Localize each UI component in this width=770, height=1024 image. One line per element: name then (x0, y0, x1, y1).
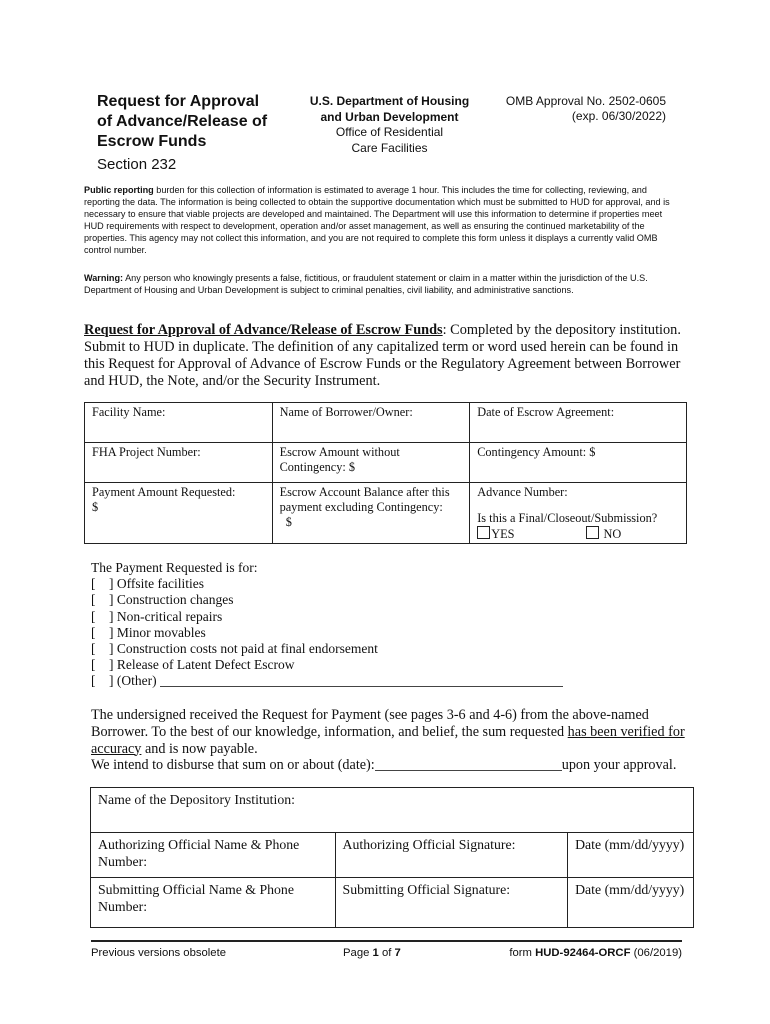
checkbox-bracket: [ ] (91, 624, 114, 640)
intro-heading: Request for Approval of Advance/Release of Escrow Funds (84, 322, 443, 338)
list-item[interactable] (91, 576, 651, 592)
contingency-amount-label: Contingency Amount: $ (477, 445, 596, 459)
depository-name-field[interactable] (91, 788, 694, 833)
list-item[interactable] (91, 641, 651, 657)
public-reporting-label: Public reporting (84, 185, 154, 195)
page-total: 7 (394, 947, 401, 959)
escrow-date-label: Date of Escrow Agreement: (477, 405, 615, 419)
table-row (85, 403, 687, 443)
list-item[interactable] (91, 609, 651, 625)
omb-expiration: (exp. 06/30/2022) (571, 109, 666, 123)
checkbox-bracket: [ ] (91, 673, 114, 689)
borrower-name-label: Name of Borrower/Owner: (279, 405, 413, 419)
office-line-1: Office of Residential (335, 125, 444, 139)
list-item[interactable] (91, 625, 651, 641)
option-label: (Other) (116, 673, 157, 689)
form-title-block (97, 92, 297, 176)
fha-number-field[interactable] (85, 443, 273, 483)
borrower-name-field[interactable] (272, 403, 470, 443)
institution-signature-table (90, 787, 694, 928)
table-row (91, 878, 694, 928)
omb-block (470, 94, 666, 124)
disburse-text-1: We intend to disburse that sum on or about (date): (91, 757, 375, 774)
form-id: HUD-92464-ORCF (535, 947, 631, 959)
checkbox-bracket: [ ] (91, 608, 114, 624)
option-label: Offsite facilities (116, 576, 204, 592)
page-of: of (378, 947, 395, 959)
submitting-name-label: Submitting Official Name & Phone Number: (98, 882, 294, 914)
depository-name-label: Name of the Depository Institution: (98, 792, 295, 807)
payment-amount-label: Payment Amount Requested: (92, 485, 236, 499)
escrow-amount-label-1: Escrow Amount without (279, 445, 400, 459)
option-label: Construction changes (116, 592, 234, 608)
list-item[interactable] (91, 657, 651, 673)
escrow-amount-field[interactable] (272, 443, 470, 483)
option-label: Construction costs not paid at final endorsement (116, 641, 378, 657)
option-label: Minor movables (116, 624, 206, 640)
escrow-balance-field[interactable] (272, 483, 470, 544)
authorizing-signature-label: Authorizing Official Signature: (342, 837, 516, 852)
authorizing-name-field[interactable] (91, 833, 336, 878)
authorizing-date-label: Date (mm/dd/yyyy) (575, 837, 685, 852)
list-item[interactable] (91, 673, 651, 689)
warning-text: Any person who knowingly presents a false, fictitious, or fraudulent statement or claim in a matter within the jurisdiction of the U.S. Department of Housing and Urban Development is subject to criminal penalties, civil liability, and administrative sanctions. (84, 273, 648, 295)
submitting-signature-label: Submitting Official Signature: (342, 882, 511, 897)
form-title-line-1: Request for Approval (97, 93, 260, 110)
agency-name-line-1: U.S. Department of Housing (309, 94, 470, 108)
facility-name-field[interactable] (85, 403, 273, 443)
table-row (85, 483, 687, 544)
table-row (85, 443, 687, 483)
escrow-amount-label-2: Contingency: $ (279, 460, 356, 474)
checkbox-bracket: [ ] (91, 641, 114, 657)
escrow-info-table (84, 402, 687, 544)
agency-name-line-2: and Urban Development (320, 109, 459, 124)
authorizing-signature-field[interactable] (335, 833, 568, 878)
disburse-text-2: upon your approval. (561, 757, 677, 774)
payment-amount-field[interactable] (85, 483, 273, 544)
form-section: Section 232 (97, 156, 177, 173)
final-submission-question: Is this a Final/Closeout/Submission? (477, 511, 658, 525)
intro-text: : Completed by the depository institution. Submit to HUD in duplicate. The definition of any capitalized term or word used herein can be found in this Request for Approval of Advance of Escrow Funds or the Regulatory Agreement between Borrower and HUD, the Note, and/or the Security Instrument. (84, 322, 681, 389)
fha-number-label: FHA Project Number: (92, 445, 201, 459)
submitting-name-field[interactable] (91, 878, 336, 928)
no-checkbox[interactable] (586, 526, 599, 539)
disburse-date-input[interactable] (375, 757, 562, 771)
payment-dollar-sign: $ (92, 500, 99, 514)
certification-text-1: The undersigned received the Request for Payment (see pages 3-6 and 4-6) from the above-named Borrower. To the best of our knowledge, information, and belief, the sum requested (91, 707, 649, 740)
warning-label: Warning: (84, 273, 124, 283)
form-date: (06/2019) (630, 947, 682, 959)
intro-paragraph (84, 322, 690, 390)
form-prefix: form (509, 947, 536, 959)
submitting-signature-field[interactable] (335, 878, 568, 928)
form-title-line-2: of Advance/Release of (97, 113, 268, 130)
omb-approval-number: OMB Approval No. 2502-0605 (505, 94, 666, 108)
option-label: Non-critical repairs (116, 608, 223, 624)
submitting-date-label: Date (mm/dd/yyyy) (575, 882, 685, 897)
table-row (91, 788, 694, 833)
authorizing-date-field[interactable] (568, 833, 694, 878)
footer-divider (91, 940, 682, 942)
option-label: Release of Latent Defect Escrow (116, 657, 295, 673)
public-reporting-notice (84, 184, 684, 256)
checkbox-bracket: [ ] (91, 576, 114, 592)
escrow-date-field[interactable] (470, 403, 687, 443)
footer-obsolete-note: Previous versions obsolete (91, 947, 227, 959)
table-row (91, 833, 694, 878)
form-identifier (509, 947, 682, 959)
list-item[interactable] (91, 592, 651, 608)
contingency-amount-field[interactable] (470, 443, 687, 483)
checkbox-bracket: [ ] (91, 657, 114, 673)
certification-underlined: has been verified for accuracy (91, 723, 685, 757)
no-label: NO (603, 527, 622, 541)
submitting-date-field[interactable] (568, 878, 694, 928)
escrow-balance-label-1: Escrow Account Balance after this (279, 485, 450, 499)
page-number (343, 947, 401, 959)
yes-checkbox[interactable] (477, 526, 490, 539)
certification-text-2: and is now payable. (141, 740, 258, 757)
facility-name-label: Facility Name: (92, 405, 166, 419)
advance-number-label: Advance Number: (477, 485, 568, 499)
form-title-line-3: Escrow Funds (97, 133, 207, 150)
page-prefix: Page (343, 947, 373, 959)
office-line-2: Care Facilities (351, 140, 428, 155)
balance-dollar-sign: $ (285, 515, 292, 529)
advance-number-field[interactable] (470, 483, 687, 544)
payment-purpose-list (91, 560, 651, 690)
certification-paragraph (91, 707, 691, 774)
payment-purpose-heading: The Payment Requested is for: (91, 560, 258, 575)
page-current: 1 (372, 947, 379, 959)
agency-block (292, 94, 487, 156)
checkbox-bracket: [ ] (91, 592, 114, 608)
authorizing-name-label: Authorizing Official Name & Phone Number: (98, 837, 300, 869)
warning-notice (84, 272, 684, 296)
escrow-balance-label-2: payment excluding Contingency: (279, 500, 443, 514)
yes-label: YES (491, 527, 515, 541)
public-reporting-text: burden for this collection of information is estimated to average 1 hour. This includes the time for collecting, reviewing, and reporting the data. The information is being collected to obtain the supportive documentation which must be submitted to HUD for approval, and is necessary to ensure that viable projects are developed and maintained. The Department will use this information to determine if properties meet HUD requirements with respect to development, operation and/or asset management, as well as ensuring the continued marketability of the properties. This agency may not collect this information, and you are not required to complete this form unless it displays a currently valid OMB control number. (84, 185, 670, 255)
other-input-line[interactable] (160, 674, 563, 687)
